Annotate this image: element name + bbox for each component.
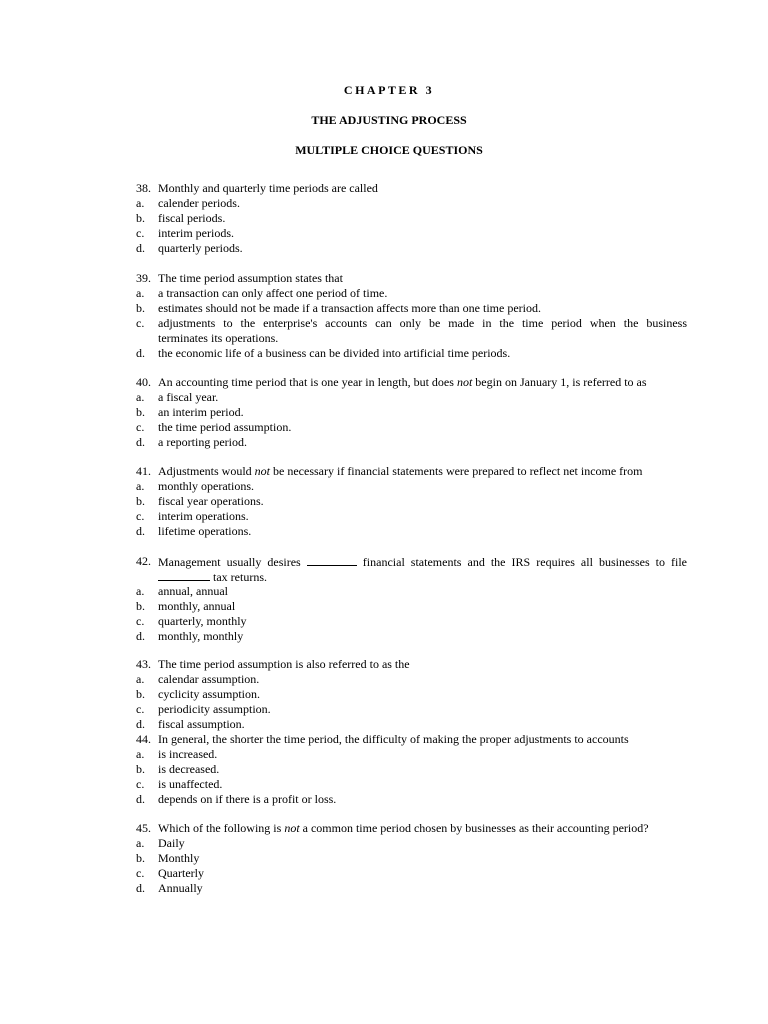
option-letter: c. [136, 316, 145, 330]
option-letter: a. [136, 390, 145, 404]
question-number: 39. [136, 271, 151, 285]
option-c [0, 509, 768, 524]
stem-text: financial statements and the IRS requires all businesses to file [362, 555, 688, 569]
option-letter: b. [136, 851, 145, 865]
option-letter: b. [136, 599, 145, 613]
option-letter: b. [136, 762, 145, 776]
option-letter: d. [136, 629, 145, 643]
option-letter: b. [136, 687, 145, 701]
answer-blank [307, 554, 357, 566]
option-text: quarterly, monthly [158, 614, 247, 628]
option-d [0, 435, 768, 450]
question-39 [0, 271, 768, 361]
option-letter: d. [136, 241, 145, 255]
question-number: 41. [136, 464, 151, 478]
option-text: fiscal assumption. [158, 717, 245, 731]
option-d [0, 792, 768, 807]
option-letter: d. [136, 524, 145, 538]
section-subtitle: MULTIPLE CHOICE QUESTIONS [295, 143, 483, 157]
option-letter: c. [136, 702, 145, 716]
option-d [0, 717, 768, 732]
option-text: the time period assumption. [158, 420, 292, 434]
question-45 [0, 821, 768, 896]
option-text: a reporting period. [158, 435, 247, 449]
option-c [0, 316, 768, 346]
option-letter: a. [136, 584, 145, 598]
option-text: is unaffected. [158, 777, 223, 791]
option-b [0, 494, 768, 509]
question-number: 44. [136, 732, 151, 746]
option-letter: c. [136, 226, 145, 240]
option-letter: c. [136, 866, 145, 880]
option-a [0, 836, 768, 851]
option-text: is increased. [158, 747, 218, 761]
option-letter: c. [136, 777, 145, 791]
option-b [0, 687, 768, 702]
chapter-title: THE ADJUSTING PROCESS [311, 113, 467, 127]
option-b [0, 762, 768, 777]
option-letter: b. [136, 301, 145, 315]
option-letter: a. [136, 286, 145, 300]
option-letter: d. [136, 881, 145, 895]
option-text: calendar assumption. [158, 672, 260, 686]
option-text: fiscal year operations. [158, 494, 264, 508]
option-text: annual, annual [158, 584, 228, 598]
option-text: Annually [158, 881, 203, 895]
option-letter: b. [136, 494, 145, 508]
option-a [0, 747, 768, 762]
option-letter: d. [136, 435, 145, 449]
stem-text: tax returns. [213, 570, 267, 584]
option-text: a transaction can only affect one period of time. [158, 286, 388, 300]
option-letter: b. [136, 405, 145, 419]
option-text: Quarterly [158, 866, 204, 880]
option-letter: a. [136, 836, 145, 850]
stem-text: Management usually desires [158, 555, 301, 569]
option-text: is decreased. [158, 762, 220, 776]
stem-emphasis: not [254, 464, 271, 478]
question-43 [0, 657, 768, 732]
option-letter: a. [136, 747, 145, 761]
option-text: depends on if there is a profit or loss. [158, 792, 337, 806]
stem-text: begin on January 1, is referred to as [472, 375, 647, 389]
option-b [0, 599, 768, 614]
option-text [158, 316, 687, 346]
option-letter: d. [136, 792, 145, 806]
option-b [0, 301, 768, 316]
option-text: Monthly [158, 851, 200, 865]
option-text: fiscal periods. [158, 211, 226, 225]
option-letter: c. [136, 614, 145, 628]
answer-blank [158, 569, 210, 581]
option-text: a fiscal year. [158, 390, 219, 404]
option-c [0, 420, 768, 435]
stem-text: Which of the following is [158, 821, 285, 835]
question-stem [158, 554, 687, 570]
option-text: an interim period. [158, 405, 244, 419]
stem-text: An accounting time period that is one year in length, but does [158, 375, 457, 389]
option-letter: a. [136, 196, 145, 210]
question-42 [0, 554, 768, 644]
option-text: the economic life of a business can be divided into artificial time periods. [158, 346, 511, 360]
option-b [0, 211, 768, 226]
option-c [0, 777, 768, 792]
chapter-heading: CHAPTER 3 [343, 83, 435, 97]
option-letter: a. [136, 672, 145, 686]
option-letter: c. [136, 509, 145, 523]
stem-emphasis: not [456, 375, 473, 389]
stem-text: be necessary if financial statements were prepared to reflect net income from [270, 464, 643, 478]
option-c [0, 866, 768, 881]
question-stem: Monthly and quarterly time periods are called [158, 181, 378, 195]
question-number: 43. [136, 657, 151, 671]
option-letter: a. [136, 479, 145, 493]
option-text: estimates should not be made if a transaction affects more than one time period. [158, 301, 541, 315]
question-stem: In general, the shorter the time period, the difficulty of making the proper adjustments to accounts [158, 732, 629, 746]
option-a [0, 390, 768, 405]
option-text: quarterly periods. [158, 241, 243, 255]
option-text: monthly, monthly [158, 629, 244, 643]
option-b [0, 405, 768, 420]
option-d [0, 346, 768, 361]
stem-text: a common time period chosen by businesses as their accounting period? [299, 821, 649, 835]
question-number: 40. [136, 375, 151, 389]
option-d [0, 241, 768, 256]
question-number: 45. [136, 821, 151, 835]
option-c [0, 226, 768, 241]
stem-text: Adjustments would [158, 464, 255, 478]
option-a [0, 196, 768, 211]
question-stem: The time period assumption states that [158, 271, 343, 285]
question-38 [0, 181, 768, 256]
option-b [0, 851, 768, 866]
option-text-line: terminates its operations. [158, 331, 279, 345]
option-text: cyclicity assumption. [158, 687, 260, 701]
question-stem [158, 464, 687, 479]
option-text: interim periods. [158, 226, 234, 240]
question-stem: The time period assumption is also referred to as the [158, 657, 410, 671]
option-d [0, 881, 768, 896]
option-c [0, 614, 768, 629]
option-a [0, 479, 768, 494]
question-41 [0, 464, 768, 539]
question-stem-continued [158, 569, 687, 585]
question-number: 38. [136, 181, 151, 195]
question-stem [158, 375, 687, 390]
option-a [0, 672, 768, 687]
option-c [0, 702, 768, 717]
option-text: Daily [158, 836, 185, 850]
option-a [0, 584, 768, 599]
question-stem [158, 821, 687, 836]
option-text: monthly operations. [158, 479, 254, 493]
option-d [0, 629, 768, 644]
option-a [0, 286, 768, 301]
option-text: monthly, annual [158, 599, 236, 613]
option-text: periodicity assumption. [158, 702, 271, 716]
option-letter: d. [136, 346, 145, 360]
option-letter: c. [136, 420, 145, 434]
question-number: 42. [136, 554, 151, 568]
option-text: calender periods. [158, 196, 240, 210]
option-d [0, 524, 768, 539]
stem-emphasis: not [284, 821, 300, 835]
option-text-line: adjustments to the enterprise's accounts can only be made in the time period when the business [158, 316, 687, 330]
option-text: lifetime operations. [158, 524, 252, 538]
question-44 [0, 732, 768, 807]
option-letter: d. [136, 717, 145, 731]
question-40 [0, 375, 768, 450]
option-letter: b. [136, 211, 145, 225]
option-text: interim operations. [158, 509, 249, 523]
